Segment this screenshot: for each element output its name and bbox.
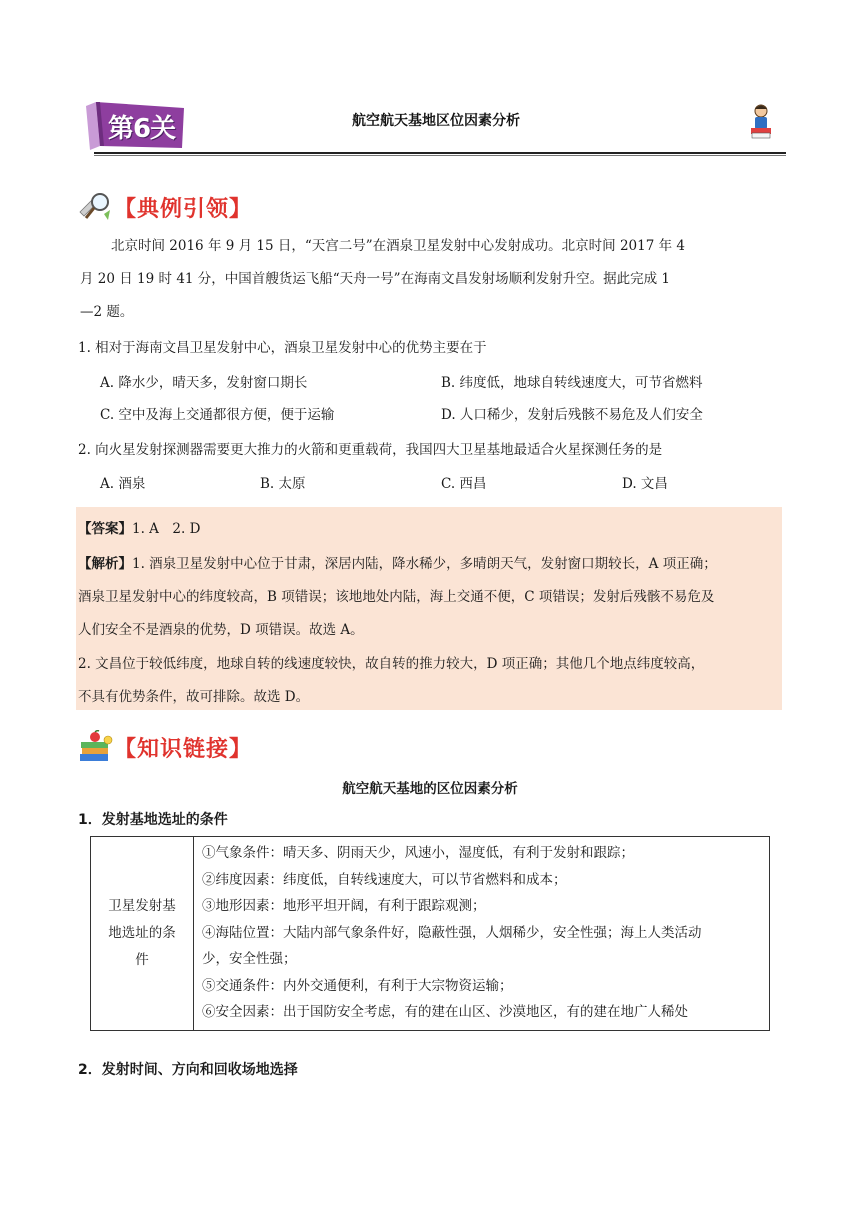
question-1-stem: 1. 相对于海南文昌卫星发射中心，酒泉卫星发射中心的优势主要在于 <box>78 340 487 356</box>
q2-option-c: C. 西昌 <box>441 476 487 492</box>
analysis-line-4: 2. 文昌位于较低纬度，地球自转的线速度较快，故自转的推力较大，D 项正确；其他几个地点纬度较高， <box>78 656 705 672</box>
answer-box <box>76 507 782 710</box>
q1-option-d: D. 人口稀少，发射后残骸不易危及人们安全 <box>441 407 703 423</box>
knowledge-heading <box>78 730 318 764</box>
q2-option-d: D. 文昌 <box>622 476 668 492</box>
q2-option-a: A. 酒泉 <box>100 476 146 492</box>
intro-line-1: 北京时间 2016 年 9 月 15 日，“天宫二号”在酒泉卫星发射中心发射成功。北京时间 2017 年 4 <box>111 238 685 254</box>
table-label-cell <box>91 837 194 1031</box>
example-heading-text: 【典例引领】 <box>114 197 253 222</box>
intro-line-2: 月 20 日 19 时 41 分，中国首艘货运飞船“天舟一号”在海南文昌发射场顺利发射升空。据此完成 1 <box>80 271 670 287</box>
q1-option-a: A. 降水少，晴天多，发射窗口期长 <box>100 375 308 391</box>
table-row <box>91 837 770 1031</box>
q1-option-c: C. 空中及海上交通都很方便，便于运输 <box>100 407 335 423</box>
section-1-heading: 1．发射基地选址的条件 <box>78 812 228 828</box>
analysis-line-3: 人们安全不是酒泉的优势，D 项错误。故选 A。 <box>78 622 364 638</box>
answer-label: 【答案】 <box>78 521 132 537</box>
condition-latitude: ②纬度因素：纬度低，自转线速度大，可以节省燃料和成本； <box>202 871 567 888</box>
analysis-line-5: 不具有优势条件，故可排除。故选 D。 <box>78 689 310 705</box>
knowledge-heading-text: 【知识链接】 <box>114 737 253 762</box>
conditions-table <box>90 836 770 1031</box>
table-items-cell <box>194 837 770 1031</box>
analysis-text-1: 1. 酒泉卫星发射中心位于甘肃，深居内陆，降水稀少，多晴朗天气，发射窗口期较长，A 项正确； <box>132 556 717 572</box>
chapter-badge-label: 第6关 <box>108 114 176 144</box>
condition-terrain: ③地形因素：地形平坦开阔，有利于跟踪观测； <box>202 898 486 914</box>
header-rule <box>94 152 786 154</box>
condition-transport: ⑤交通条件：内外交通便利，有利于大宗物资运输； <box>202 977 513 994</box>
books-apple-icon <box>78 730 114 764</box>
page-header <box>86 98 786 158</box>
magnifier-icon <box>78 190 114 224</box>
condition-location: ④海陆位置：大陆内部气象条件好，隐蔽性强，人烟稀少，安全性强；海上人类活动 <box>202 924 702 941</box>
answer-text: 1. A 2. D <box>132 521 201 537</box>
table-label-line-2: 地选址的条 <box>108 924 176 941</box>
condition-weather: ①气象条件：晴天多、阴雨天少，风速小，湿度低，有利于发射和跟踪； <box>202 845 634 861</box>
page-title: 航空航天基地区位因素分析 <box>352 113 520 129</box>
table-label-line-1: 卫星发射基 <box>108 897 176 914</box>
question-2-stem: 2. 向火星发射探测器需要更大推力的火箭和更重载荷，我国四大卫星基地最适合火星探测任务的是 <box>78 442 663 458</box>
condition-security: ⑥安全因素：出于国防安全考虑，有的建在山区、沙漠地区，有的建在地广人稀处 <box>202 1004 688 1020</box>
analysis-label: 【解析】 <box>78 556 132 572</box>
q1-option-b: B. 纬度低，地球自转线速度大，可节省燃料 <box>441 375 703 391</box>
example-heading <box>78 190 318 224</box>
reading-kid-icon <box>746 102 776 142</box>
header-rule-thin <box>94 155 786 156</box>
analysis-line-1 <box>78 552 717 572</box>
q2-option-b: B. 太原 <box>260 476 306 492</box>
analysis-line-2: 酒泉卫星发射中心的纬度较高，B 项错误；该地地处内陆，海上交通不便，C 项错误；发射后残骸不易危及 <box>78 589 715 605</box>
intro-line-3: —2 题。 <box>80 304 134 320</box>
section-2-heading: 2．发射时间、方向和回收场地选择 <box>78 1062 298 1078</box>
condition-location-cont: 少，安全性强； <box>202 951 297 967</box>
table-label-line-3: 件 <box>135 951 149 968</box>
answer-line <box>78 517 200 537</box>
knowledge-title: 航空航天基地的区位因素分析 <box>342 781 518 797</box>
